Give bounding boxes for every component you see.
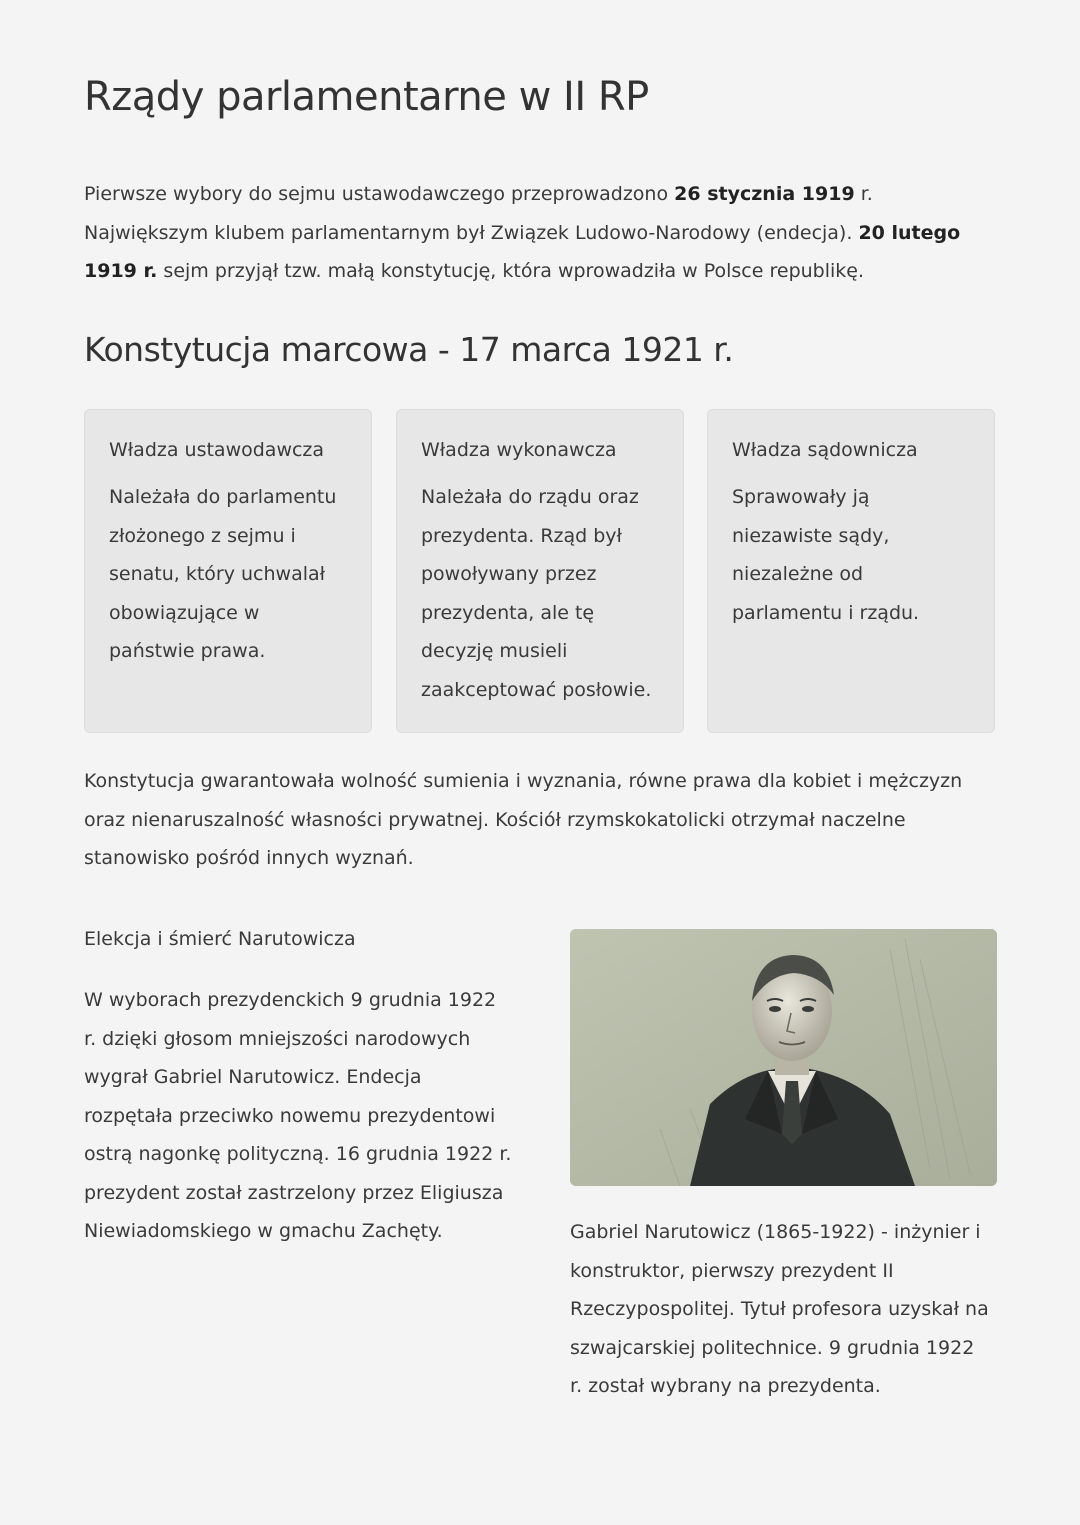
election-heading: Elekcja i śmierć Narutowicza bbox=[84, 928, 356, 950]
box-executive bbox=[396, 409, 684, 733]
box-judicial bbox=[707, 409, 995, 733]
portrait-caption: Gabriel Narutowicz (1865-1922) - inżynier i konstruktor, pierwszy prezydent II Rzeczypospolitej. Tytuł profesora uzyskał na szwajcarskiej politechnice. 9 grudnia 1922 r. został wybrany na prezydenta. bbox=[570, 1221, 989, 1397]
powers-boxes bbox=[84, 409, 996, 733]
box-legislative bbox=[84, 409, 372, 733]
intro-date-2: 20 lutego 1919 r. bbox=[84, 221, 961, 282]
intro-date-1: 26 stycznia 1919 bbox=[674, 183, 855, 205]
page-title: Rządy parlamentarne w II RP bbox=[84, 74, 649, 120]
box-title: Władza sądownicza bbox=[732, 439, 918, 461]
box-title: Władza wykonawcza bbox=[421, 439, 617, 461]
intro-text-3: sejm przyjął tzw. małą konstytucję, która wprowadziła w Polsce republikę. bbox=[157, 260, 865, 282]
intro-text-2: r. Największym klubem parlamentarnym był Związek Ludowo-Narodowy (endecja). bbox=[84, 183, 873, 244]
intro-text-1: Pierwsze wybory do sejmu ustawodawczego przeprowadzono bbox=[84, 183, 675, 205]
box-body: Należała do rządu oraz prezydenta. Rząd był powoływany przez prezydenta, ale tę decyzję musieli zaakceptować posłowie. bbox=[421, 486, 652, 701]
section-heading: Konstytucja marcowa - 17 marca 1921 r. bbox=[84, 330, 734, 369]
box-body: Należała do parlamentu złożonego z sejmu i senatu, który uchwalał obowiązujące w państwie prawa. bbox=[109, 486, 337, 662]
box-body: Sprawowały ją niezawiste sądy, niezależne od parlamentu i rządu. bbox=[732, 486, 920, 624]
election-paragraph: W wyborach prezydenckich 9 grudnia 1922 r. dzięki głosom mniejszości narodowych wygrał Gabriel Narutowicz. Endecja rozpętała przeciwko nowemu prezydentowi ostrą nagonkę polityczną. 16 grudnia 1922 r. prezydent został zastrzelony przez Eligiusza Niewiadomskiego w gmachu Zachęty. bbox=[84, 989, 512, 1242]
portrait-sketch-icon bbox=[570, 929, 997, 1186]
constitution-paragraph: Konstytucja gwarantowała wolność sumienia i wyznania, równe prawa dla kobiet i mężczyzn oraz nienaruszalność własności prywatnej. Kościół rzymskokatolicki otrzymał naczelne stanowisko pośród innych wyznań. bbox=[84, 770, 963, 869]
intro-paragraph bbox=[84, 175, 984, 291]
box-title: Władza ustawodawcza bbox=[109, 439, 325, 461]
